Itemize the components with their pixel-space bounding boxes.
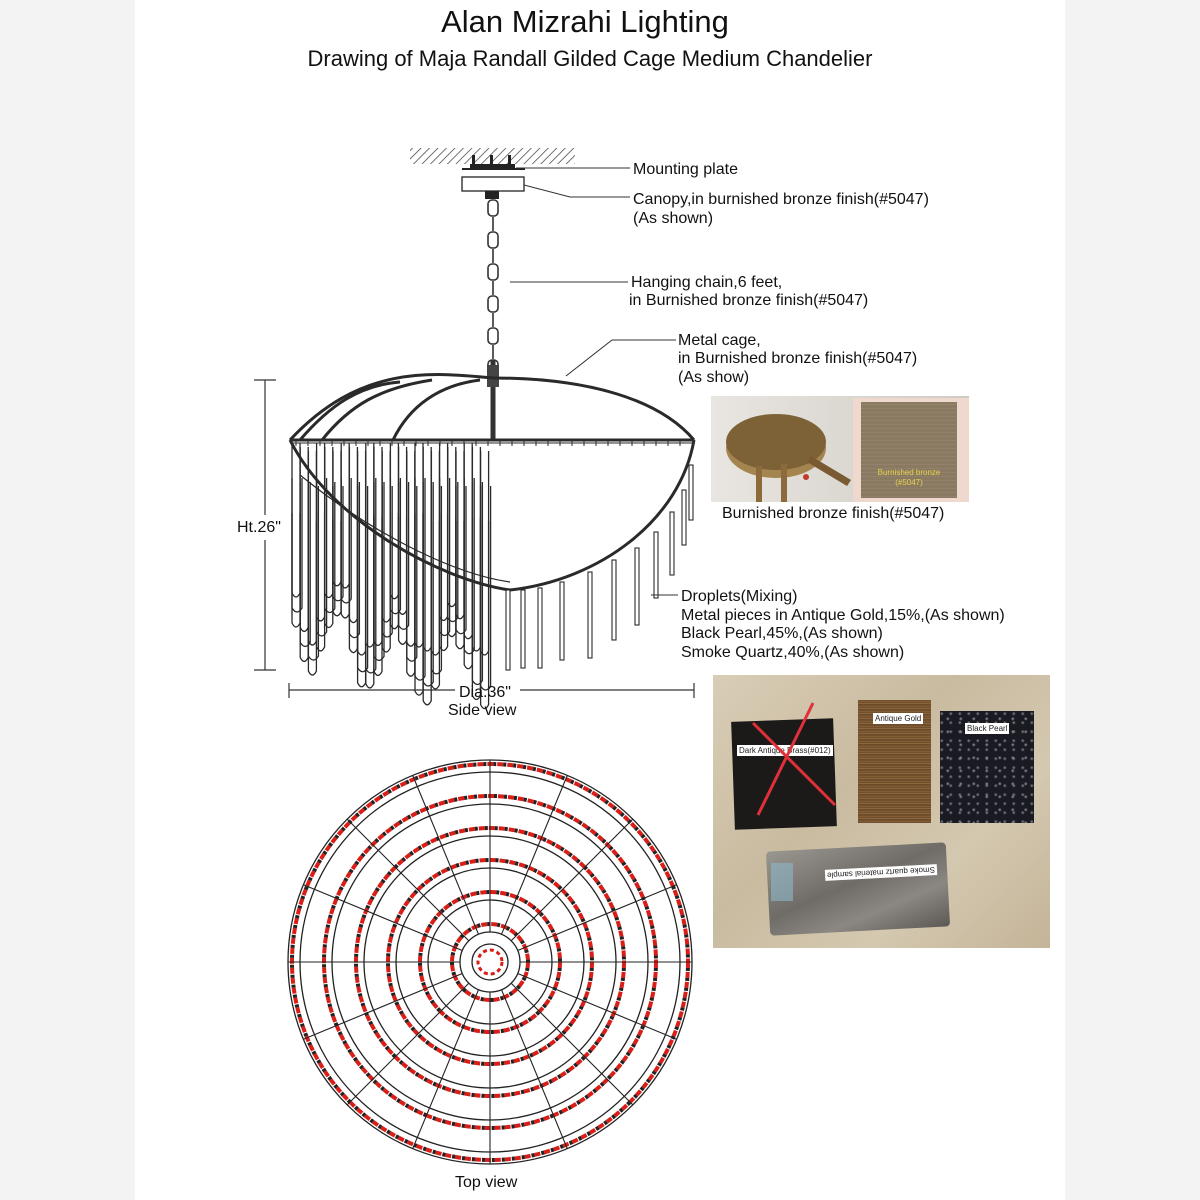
diameter-label: Dia.36" (459, 684, 511, 701)
page-subtitle: Drawing of Maja Randall Gilded Cage Medium Chandelier (307, 46, 873, 71)
page-title: Alan Mizrahi Lighting (441, 4, 729, 39)
finish-photo (711, 396, 969, 502)
smoke-quartz-swatch (766, 842, 950, 935)
canopy (462, 177, 524, 191)
droplets-metal: Metal pieces in Antique Gold,15%,(As shown) (681, 607, 1005, 624)
antique-gold-tag: Antique Gold (875, 714, 922, 723)
droplets-smoke-quartz: Smoke Quartz,40%,(As shown) (681, 644, 905, 661)
dark-antique-brass-tag: Dark Antique Brass(#012) (739, 746, 831, 755)
cage-label-note: (As show) (678, 369, 750, 386)
side-view-label: Side view (448, 702, 517, 719)
cage-hub (487, 365, 499, 387)
finish-caption: Burnished bronze finish(#5047) (722, 505, 945, 522)
top-view-label: Top view (455, 1174, 518, 1191)
callout-leaders (510, 168, 678, 595)
chain-label-finish: in Burnished bronze finish(#5047) (629, 292, 869, 309)
black-pearl-tag: Black Pearl (967, 724, 1008, 733)
height-label: Ht.26" (237, 519, 281, 536)
droplets-label: Droplets(Mixing) (681, 588, 798, 605)
materials-photo (713, 675, 1050, 948)
canopy-label: Canopy,in burnished bronze finish(#5047) (633, 191, 929, 208)
smoke-quartz-tag: Smoke quartz material sample (825, 864, 937, 881)
cage-label-finish: in Burnished bronze finish(#5047) (678, 350, 918, 367)
chain-label: Hanging chain,6 feet, (631, 274, 783, 291)
sample-label-code: (#5047) (895, 478, 923, 487)
mounting-plate-label: Mounting plate (633, 161, 738, 178)
hanging-chain (488, 200, 498, 376)
sample-label-finish: Burnished bronze (877, 468, 941, 477)
droplets-black-pearl: Black Pearl,45%,(As shown) (681, 625, 883, 642)
top-view-diagram (288, 760, 692, 1164)
cage-label: Metal cage, (678, 332, 761, 349)
droplets (292, 440, 693, 709)
canopy-label-note: (As shown) (633, 210, 714, 227)
